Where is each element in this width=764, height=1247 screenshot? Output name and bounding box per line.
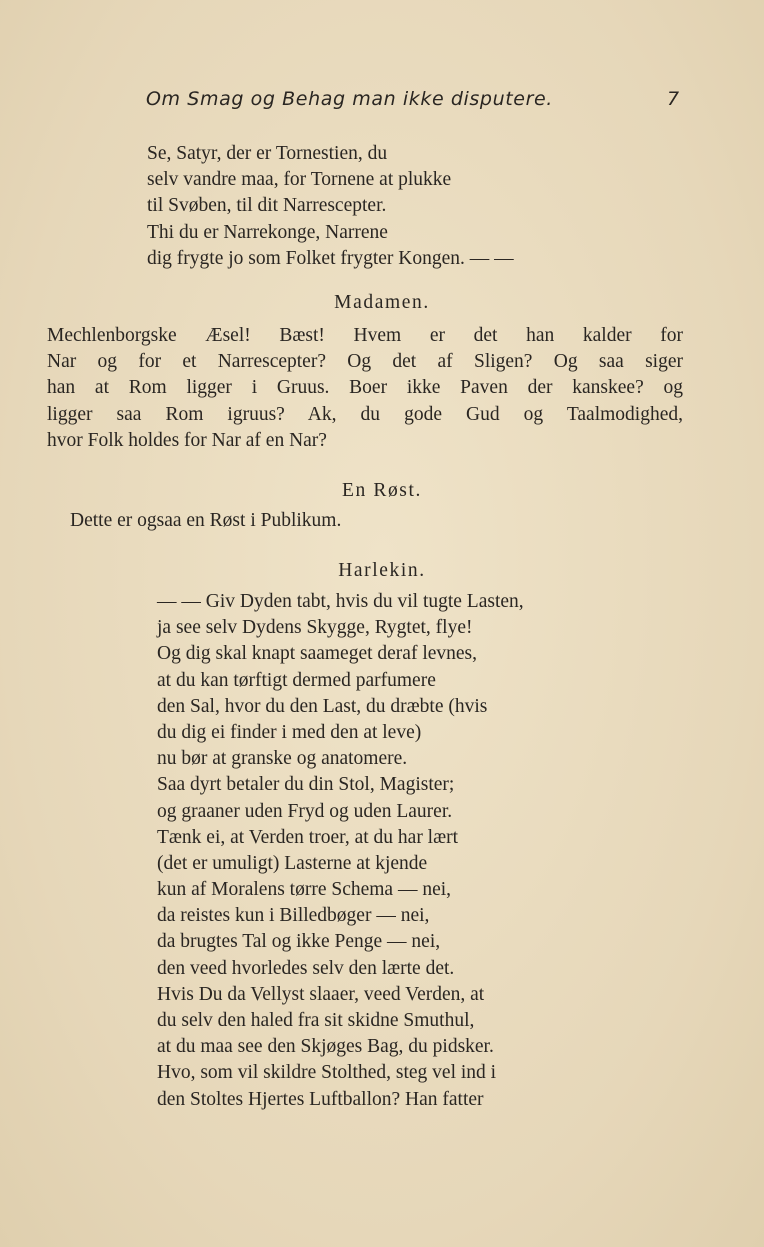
verse-line: da brugtes Tal og ikke Penge — nei, bbox=[157, 931, 441, 953]
verse-line: Thi du er Narrekonge, Narrene bbox=[147, 221, 388, 243]
verse-line: Saa dyrt betaler du din Stol, Magister; bbox=[157, 774, 455, 796]
verse-line: den veed hvorledes selv den lærte det. bbox=[157, 957, 455, 979]
speaker-harlekin: Harlekin. bbox=[338, 560, 426, 581]
prose-line: hvor Folk holdes for Nar af en Nar? bbox=[47, 429, 327, 451]
verse-line: — — Giv Dyden tabt, hvis du vil tugte Lasten, bbox=[157, 591, 524, 612]
verse-block-harlekin bbox=[157, 589, 524, 1113]
verse-line: nu bør at granske og anatomere. bbox=[157, 748, 408, 770]
prose-line: Mechlenborgske Æsel! Bæst! Hvem er det han kalder for bbox=[47, 325, 683, 346]
verse-line: at du kan tørftigt dermed parfumere bbox=[157, 669, 436, 691]
verse-line: selv vandre maa, for Tornene at plukke bbox=[147, 169, 452, 191]
verse-line: Hvo, som vil skildre Stolthed, steg vel ind i bbox=[157, 1062, 497, 1084]
prose-block-madamen bbox=[47, 323, 683, 454]
running-head-title: Om Smag og Behag man ikke disputere. bbox=[146, 88, 553, 110]
verse-line: Se, Satyr, der er Tornestien, du bbox=[147, 143, 388, 164]
verse-block-satyr bbox=[147, 141, 514, 272]
verse-line: du selv den haled fra sit skidne Smuthul, bbox=[157, 1010, 475, 1031]
running-head bbox=[0, 88, 764, 114]
page-number: 7 bbox=[667, 88, 680, 110]
verse-line: Hvis Du da Vellyst slaaer, veed Verden, at bbox=[157, 983, 485, 1005]
verse-line: den Sal, hvor du den Last, du dræbte (hvis bbox=[157, 695, 488, 717]
prose-line: ligger saa Rom igruus? Ak, du gode Gud og Taalmodighed, bbox=[47, 403, 683, 425]
verse-line: Tænk ei, at Verden troer, at du har lært bbox=[157, 826, 459, 848]
verse-line: at du maa see den Skjøges Bag, du pidsker. bbox=[157, 1036, 494, 1058]
verse-line: og graaner uden Fryd og uden Laurer. bbox=[157, 800, 453, 822]
speech-line-en-rost: Dette er ogsaa en Røst i Publikum. bbox=[70, 510, 342, 531]
verse-line: da reistes kun i Billedbøger — nei, bbox=[157, 905, 430, 927]
speaker-en-rost: En Røst. bbox=[342, 480, 422, 501]
verse-line: dig frygte jo som Folket frygter Kongen. — — bbox=[147, 247, 514, 269]
prose-line: Nar og for et Narrescepter? Og det af Sligen? Og saa siger bbox=[47, 351, 683, 373]
verse-line: ja see selv Dydens Skygge, Rygtet, flye! bbox=[157, 617, 473, 639]
verse-line: kun af Moralens tørre Schema — nei, bbox=[157, 879, 452, 901]
verse-line: (det er umuligt) Lasterne at kjende bbox=[157, 852, 428, 874]
speaker-madamen: Madamen. bbox=[334, 292, 430, 313]
verse-line: den Stoltes Hjertes Luftballon? Han fatter bbox=[157, 1088, 484, 1110]
verse-line: du dig ei finder i med den at leve) bbox=[157, 721, 422, 743]
verse-line: til Svøben, til dit Narrescepter. bbox=[147, 195, 387, 217]
verse-line: Og dig skal knapt saameget deraf levnes, bbox=[157, 643, 478, 665]
prose-line: han at Rom ligger i Gruus. Boer ikke Paven der kanskee? og bbox=[47, 377, 683, 399]
